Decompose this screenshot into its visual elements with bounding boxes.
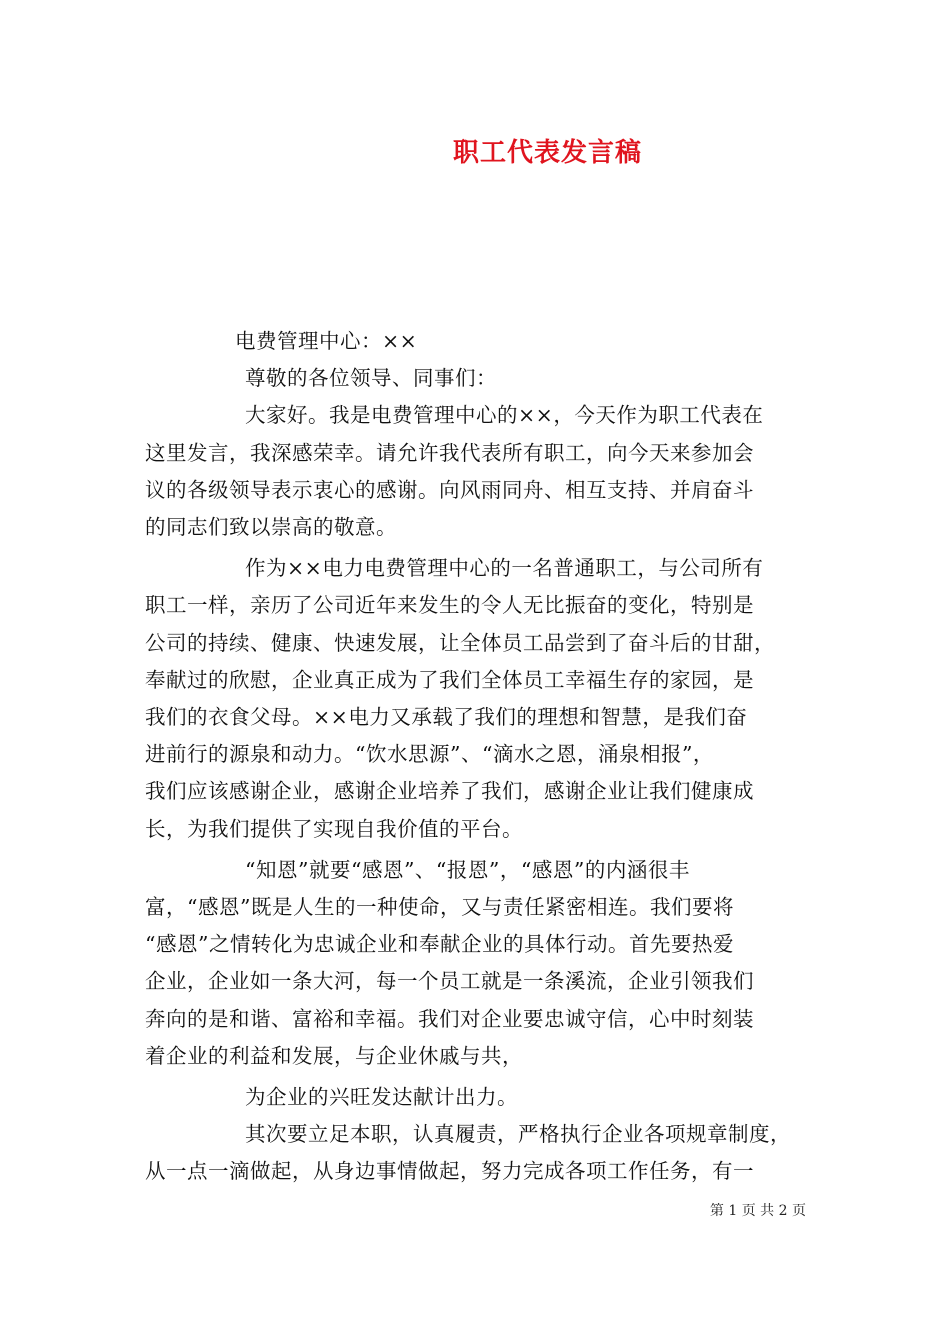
document-title: 职工代表发言稿 [452, 138, 642, 168]
text-line: 进前行的源泉和动力。“饮水思源”、“滴水之恩，涌泉相报”， [145, 742, 714, 767]
text-line: 着企业的利益和发展，与企业休戚与共， [145, 1043, 523, 1068]
text-line: 职工一样，亲历了公司近年来发生的令人无比振奋的变化，特别是 [145, 593, 754, 618]
text-line: 长，为我们提供了实现自我价值的平台。 [145, 816, 523, 841]
text-line: 奔向的是和谐、富裕和幸福。我们对企业要忠诚守信，心中时刻装 [145, 1006, 754, 1031]
text-line: 为企业的兴旺发达献计出力。 [245, 1085, 518, 1110]
page-footer: 第 1 页 共 2 页 [709, 1203, 806, 1219]
text-line: 富，“感恩”既是人生的一种使命，又与责任紧密相连。我们要将 [145, 895, 734, 920]
text-line: 议的各级领导表示衷心的感谢。向风雨同舟、相互支持、并肩奋斗 [145, 477, 754, 502]
text-line: 大家好。我是电费管理中心的××，今天作为职工代表在 [245, 403, 764, 428]
text-line: “知恩”就要“感恩”、“报恩”，“感恩”的内涵很丰 [245, 857, 690, 882]
text-line: 我们的衣食父母。××电力又承载了我们的理想和智慧，是我们奋 [145, 705, 748, 730]
text-line: 这里发言，我深感荣幸。请允许我代表所有职工，向今天来参加会 [145, 440, 754, 465]
text-line: 从一点一滴做起，从身边事情做起，努力完成各项工作任务，有一 [145, 1159, 754, 1184]
text-line: 的同志们致以崇高的敬意。 [145, 515, 397, 540]
text-line: 公司的持续、健康、快速发展，让全体员工品尝到了奋斗后的甘甜， [145, 630, 775, 655]
text-line: 作为××电力电费管理中心的一名普通职工，与公司所有 [245, 556, 764, 581]
text-line: 奉献过的欣慰，企业真正成为了我们全体员工幸福生存的家园，是 [145, 667, 754, 692]
text-line: “感恩”之情转化为忠诚企业和奉献企业的具体行动。首先要热爱 [145, 932, 734, 957]
text-line: 电费管理中心：×× [235, 329, 418, 353]
text-line: 尊敬的各位领导、同事们： [245, 366, 497, 391]
text-line: 其次要立足本职，认真履责，严格执行企业各项规章制度， [245, 1122, 791, 1147]
text-line: 我们应该感谢企业，感谢企业培养了我们，感谢企业让我们健康成 [145, 779, 754, 804]
text-line: 企业，企业如一条大河，每一个员工就是一条溪流，企业引领我们 [145, 969, 754, 994]
document-body [145, 323, 807, 1191]
